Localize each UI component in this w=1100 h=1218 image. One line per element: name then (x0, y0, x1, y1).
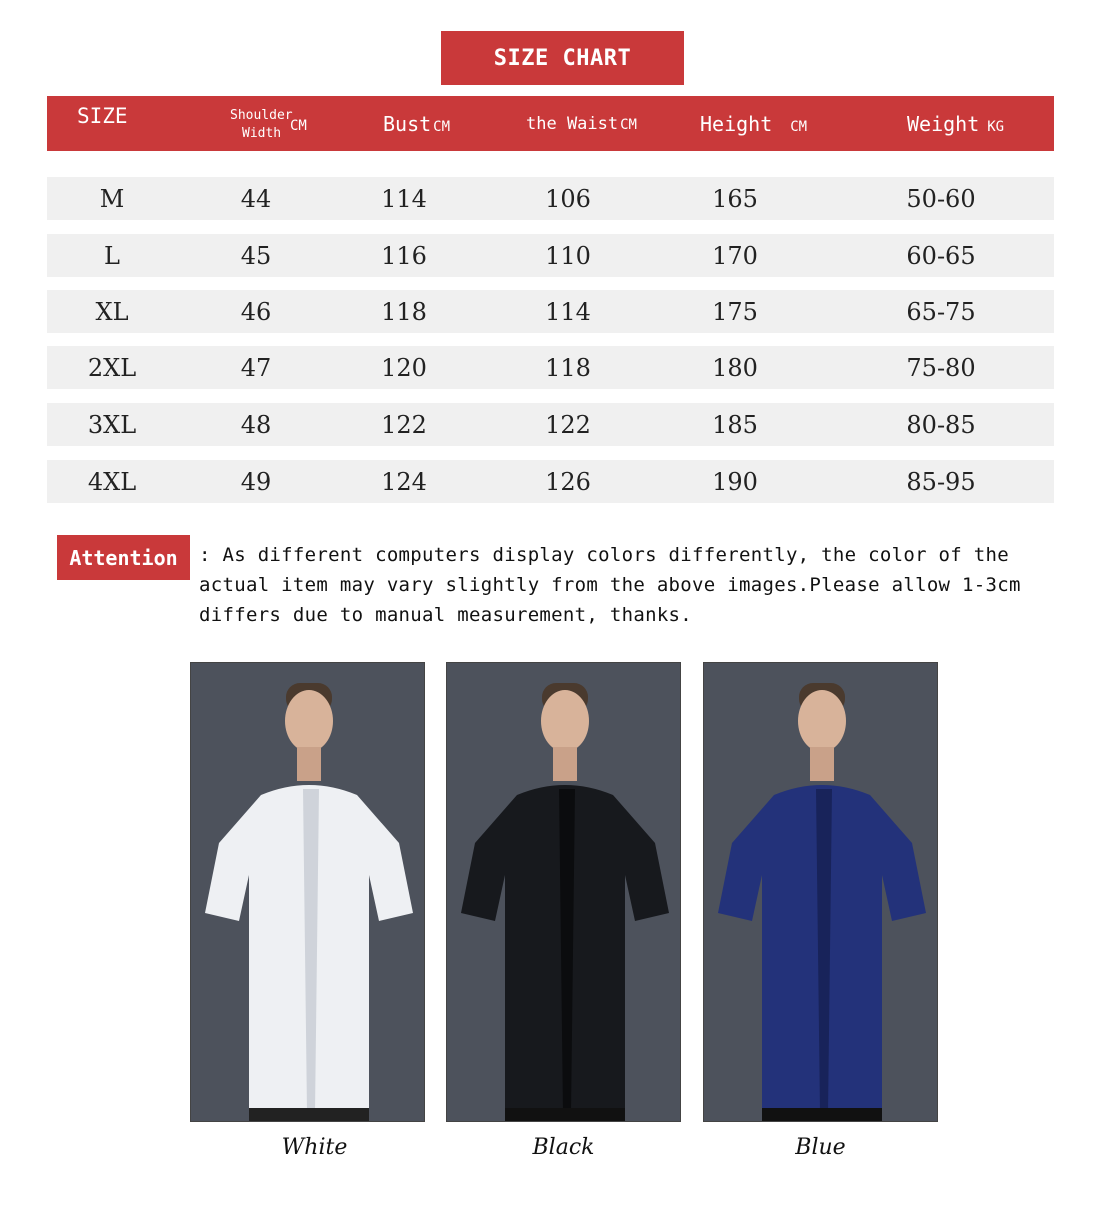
cell-height: 175 (712, 298, 758, 326)
product-photo-white (190, 662, 425, 1122)
model-illustration (191, 663, 425, 1122)
attention-line: : As different computers display colors differently, the color of the (199, 544, 1009, 566)
cell-bust: 118 (381, 298, 427, 326)
header-bust-unit: CM (433, 119, 451, 135)
cell-weight: 80-85 (906, 411, 976, 439)
header-shoulder-line2: Width (242, 126, 282, 141)
caption-black: Black (532, 1135, 595, 1160)
size-chart-title: SIZE CHART (441, 31, 684, 85)
cell-bust: 120 (381, 354, 427, 382)
header-bust (383, 112, 450, 136)
attention-badge: Attention (57, 535, 190, 580)
header-height (700, 112, 807, 136)
cell-size: M (99, 185, 125, 213)
cell-height: 165 (712, 185, 758, 213)
cell-waist: 122 (545, 411, 591, 439)
model-illustration (447, 663, 681, 1122)
cell-waist: 118 (545, 354, 591, 382)
cell-waist: 106 (545, 185, 591, 213)
cell-weight: 75-80 (906, 354, 976, 382)
cell-size: 3XL (87, 411, 137, 439)
cell-height: 180 (712, 354, 758, 382)
cell-waist: 126 (545, 468, 591, 496)
header-shoulder-line1: Shoulder (230, 108, 293, 123)
cell-bust: 116 (381, 242, 427, 270)
cell-bust: 114 (381, 185, 427, 213)
cell-bust: 122 (381, 411, 427, 439)
cell-height: 190 (712, 468, 758, 496)
header-weight (907, 112, 1004, 136)
header-weight-unit: KG (987, 119, 1005, 135)
table-row (47, 177, 1054, 220)
header-height-label: Height (700, 112, 773, 136)
header-shoulder-width (230, 107, 307, 143)
cell-weight: 60-65 (906, 242, 976, 270)
header-size: SIZE (77, 104, 128, 128)
cell-size: L (104, 242, 120, 270)
header-bust-label: Bust (383, 112, 432, 136)
table-row (47, 234, 1054, 277)
attention-note (199, 540, 1079, 630)
cell-shoulder: 44 (240, 185, 272, 213)
cell-shoulder: 45 (240, 242, 272, 270)
product-photo-blue (703, 662, 938, 1122)
cell-size: 4XL (87, 468, 137, 496)
cell-waist: 110 (545, 242, 591, 270)
cell-weight: 85-95 (906, 468, 976, 496)
table-row (47, 403, 1054, 446)
cell-shoulder: 48 (240, 411, 272, 439)
cell-weight: 65-75 (906, 298, 976, 326)
cell-height: 185 (712, 411, 758, 439)
cell-waist: 114 (545, 298, 591, 326)
header-waist-unit: CM (620, 117, 637, 133)
header-height-unit: CM (790, 119, 808, 135)
cell-shoulder: 49 (240, 468, 272, 496)
table-row (47, 346, 1054, 389)
attention-line: actual item may vary slightly from the above images.Please allow 1-3cm (199, 574, 1021, 596)
cell-bust: 124 (381, 468, 427, 496)
header-waist-label: the Waist (526, 114, 619, 134)
cell-shoulder: 47 (240, 354, 272, 382)
cell-size: XL (95, 298, 129, 326)
header-weight-label: Weight (907, 112, 980, 136)
header-waist (526, 114, 637, 134)
table-row (47, 290, 1054, 333)
product-photo-black (446, 662, 681, 1122)
cell-size: 2XL (87, 354, 137, 382)
caption-blue: Blue (795, 1135, 846, 1160)
cell-weight: 50-60 (906, 185, 976, 213)
table-row (47, 460, 1054, 503)
cell-height: 170 (712, 242, 758, 270)
size-table-header (47, 96, 1054, 151)
attention-line: differs due to manual measurement, thanks. (199, 604, 693, 626)
cell-shoulder: 46 (240, 298, 272, 326)
header-shoulder-unit: CM (290, 118, 307, 134)
model-illustration (704, 663, 938, 1122)
caption-white: White (281, 1135, 348, 1160)
